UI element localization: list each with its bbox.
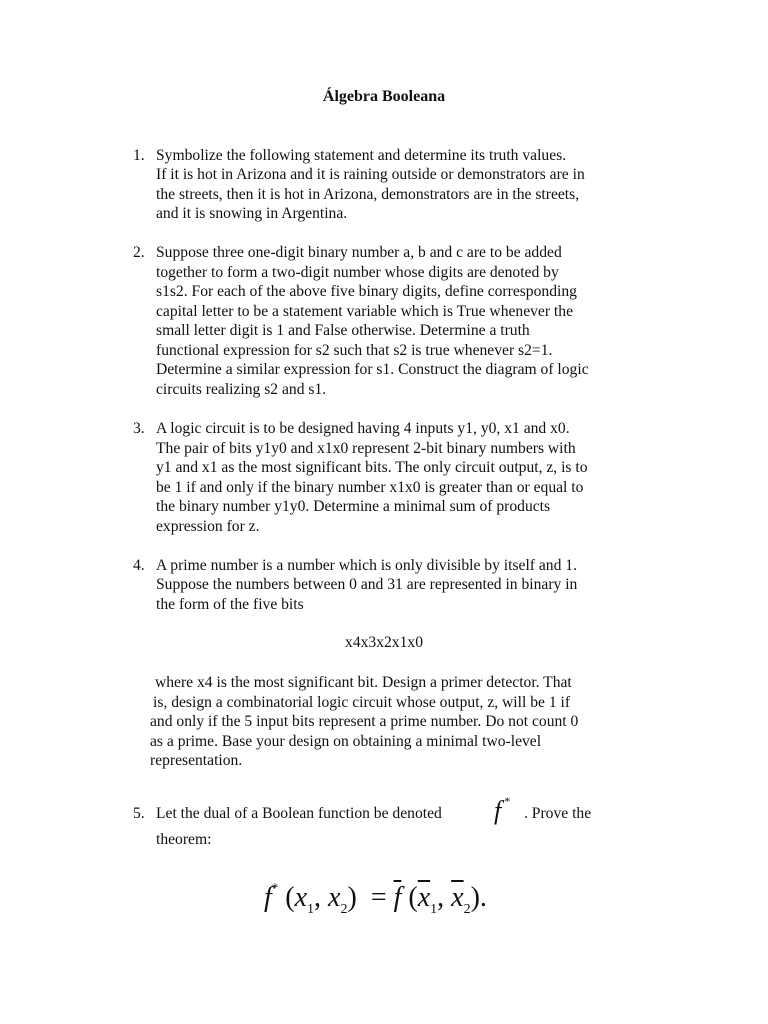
formula-f-bar: $\overline{f}$ bbox=[393, 882, 402, 913]
formula-x2-bar: $\overline{x}$ bbox=[451, 882, 464, 913]
formula-sub-1: 1 bbox=[307, 902, 315, 917]
star-superscript: * bbox=[504, 794, 511, 808]
document-title: Álgebra Booleana bbox=[322, 88, 446, 105]
item-text-line: Symbolize the following statement and determine its truth values. bbox=[156, 147, 567, 164]
item-text-line: and only if the 5 input bits represent a prime number. Do not count 0 bbox=[150, 713, 579, 730]
item-text-line: Determine a similar expression for s1. Construct the diagram of logic bbox=[156, 361, 589, 378]
formula-open-paren: ( bbox=[408, 882, 418, 913]
item-text-line: . Prove the bbox=[524, 805, 592, 822]
item-text-line: If it is hot in Arizona and it is raining outside or demonstrators are in bbox=[156, 166, 585, 183]
formula-f-star: f bbox=[264, 882, 272, 913]
item-text-line: and it is snowing in Argentina. bbox=[156, 205, 348, 222]
item-number: 5. bbox=[133, 805, 145, 822]
formula-x2: x bbox=[328, 882, 341, 913]
formula-close-paren: ) bbox=[347, 882, 357, 913]
formula-comma: , bbox=[437, 882, 445, 913]
formula-close-paren-period: ). bbox=[470, 882, 487, 913]
item-text-line: s1s2. For each of the above five binary digits, define corresponding bbox=[156, 283, 577, 300]
formula-x1-bar: $\overline{x}$ bbox=[417, 882, 431, 913]
item-text-line: together to form a two-digit number whose digits are denoted by bbox=[156, 264, 559, 281]
item-text-line: the streets, then it is hot in Arizona, demonstrators are in the streets, bbox=[156, 186, 580, 203]
item-text-line: theorem: bbox=[156, 831, 212, 848]
item-text-line: circuits realizing s2 and s1. bbox=[156, 381, 327, 398]
bit-pattern: x4x3x2x1x0 bbox=[345, 634, 423, 651]
item-text-line: y1 and x1 as the most significant bits. The only circuit output, z, is to bbox=[156, 459, 588, 476]
item-text-line: as a prime. Base your design on obtaining a minimal two-level bbox=[150, 733, 542, 750]
formula-x1: x bbox=[294, 882, 308, 913]
item-text-line: is, design a combinatorial logic circuit whose output, z, will be 1 if bbox=[153, 694, 571, 711]
item-text-line: A logic circuit is to be designed having 4 inputs y1, y0, x1 and x0. bbox=[156, 420, 570, 437]
item-text-line: The pair of bits y1y0 and x1x0 represent 2-bit binary numbers with bbox=[156, 440, 576, 457]
item-text-line: the form of the five bits bbox=[156, 596, 304, 613]
item-text-line: expression for z. bbox=[156, 518, 260, 535]
item-text-line: functional expression for s2 such that s2 is true whenever s2=1. bbox=[156, 342, 553, 359]
formula-equals: = bbox=[363, 882, 394, 913]
formula-open-paren: ( bbox=[285, 882, 295, 913]
formula-sub-2: 2 bbox=[340, 902, 348, 917]
item-text-line: Let the dual of a Boolean function be denoted bbox=[156, 805, 442, 822]
item-text-line: representation. bbox=[150, 752, 243, 769]
item-number: 3. bbox=[133, 420, 145, 437]
item-text-line: Suppose three one-digit binary number a, b and c are to be added bbox=[156, 244, 562, 261]
formula-sub-1: 1 bbox=[430, 902, 438, 917]
item-text-line: Suppose the numbers between 0 and 31 are represented in binary in bbox=[156, 576, 578, 593]
item-text-line: be 1 if and only if the binary number x1x0 is greater than or equal to bbox=[156, 479, 584, 496]
item-number: 4. bbox=[133, 557, 145, 574]
dual-function-symbol bbox=[494, 794, 510, 826]
item-text-line: where x4 is the most significant bit. Design a primer detector. That bbox=[155, 674, 572, 691]
formula-comma: , bbox=[314, 882, 322, 913]
item-text-line: A prime number is a number which is only divisible by itself and 1. bbox=[156, 557, 577, 574]
function-letter: f bbox=[494, 796, 502, 825]
formula-star: * bbox=[271, 880, 279, 895]
formula-sub-2: 2 bbox=[463, 902, 471, 917]
item-text-line: capital letter to be a statement variable which is True whenever the bbox=[156, 303, 573, 320]
theorem-formula bbox=[264, 880, 487, 918]
item-number: 2. bbox=[133, 244, 145, 261]
item-text-line: the binary number y1y0. Determine a minimal sum of products bbox=[156, 498, 551, 515]
item-text-line: small letter digit is 1 and False otherwise. Determine a truth bbox=[156, 322, 530, 339]
item-number: 1. bbox=[133, 147, 145, 164]
